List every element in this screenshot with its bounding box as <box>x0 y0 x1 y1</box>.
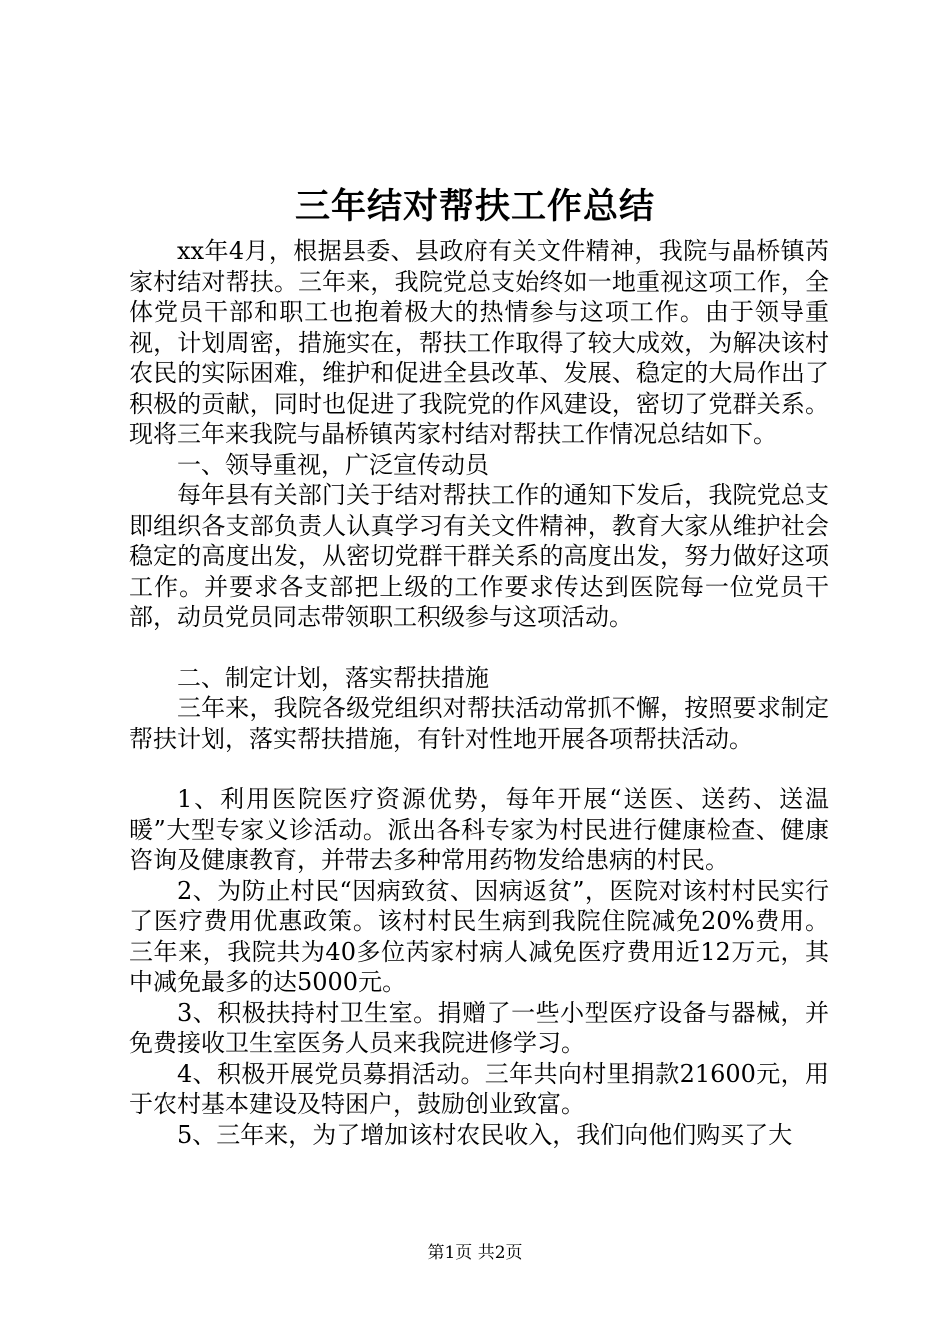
document-title: 三年结对帮扶工作总结 <box>294 186 655 227</box>
section-2-paragraph: 三年来，我院各级党组织对帮扶活动常抓不懈，按照要求制定帮扶计划，落实帮扶措施，有针对性地开展各项帮扶活动。 <box>129 694 829 753</box>
section-heading-1: 一、领导重视，广泛宣传动员 <box>177 450 489 479</box>
list-item-4: 4、积极开展党员募捐活动。三年共向村里捐款21600元，用于农村基本建设及特困户，鼓励创业致富。 <box>129 1059 829 1118</box>
paragraph-gap <box>129 633 829 663</box>
list-item-2: 2、为防止村民“因病致贫、因病返贫”，医院对该村村民实行了医疗费用优惠政策。该村村民生病到我院住院减免20%费用。三年来，我院共为40多位芮家村病人减免医疗费用近12万元，其中减免最多的达5000元。 <box>129 876 829 996</box>
list-item-3: 3、积极扶持村卫生室。捐赠了一些小型医疗设备与器械，并免费接收卫生室医务人员来我院进修学习。 <box>129 998 829 1057</box>
document-body <box>129 236 829 1150</box>
section-heading-2: 二、制定计划，落实帮扶措施 <box>177 663 489 692</box>
list-item-1: 1、利用医院医疗资源优势，每年开展“送医、送药、送温暖”大型专家义诊活动。派出各科专家为村民进行健康检查、健康咨询及健康教育，并带去多种常用药物发给患病的村民。 <box>129 785 829 874</box>
intro-paragraph: xx年4月，根据县委、县政府有关文件精神，我院与晶桥镇芮家村结对帮扶。三年来，我院党总支始终如一地重视这项工作，全体党员干部和职工也抱着极大的热情参与这项工作。由于领导重视，计划周密，措施实在，帮扶工作取得了较大成效，为解决该村农民的实际困难，维护和促进全县改革、发展、稳定的大局作出了积极的贡献，同时也促进了我院党的作风建设，密切了党群关系。现将三年来我院与晶桥镇芮家村结对帮扶工作情况总结如下。 <box>129 237 829 448</box>
paragraph-gap <box>129 754 829 784</box>
section-1-paragraph: 每年县有关部门关于结对帮扶工作的通知下发后，我院党总支即组织各支部负责人认真学习有关文件精神，教育大家从维护社会稳定的高度出发，从密切党群干群关系的高度出发，努力做好这项工作。并要求各支部把上级的工作要求传达到医院每一位党员干部，动员党员同志带领职工积级参与这项活动。 <box>129 481 829 631</box>
page-number-footer: 第1页 共2页 <box>427 1243 523 1263</box>
list-item-5: 5、三年来，为了增加该村农民收入，我们向他们购买了大 <box>177 1120 793 1149</box>
